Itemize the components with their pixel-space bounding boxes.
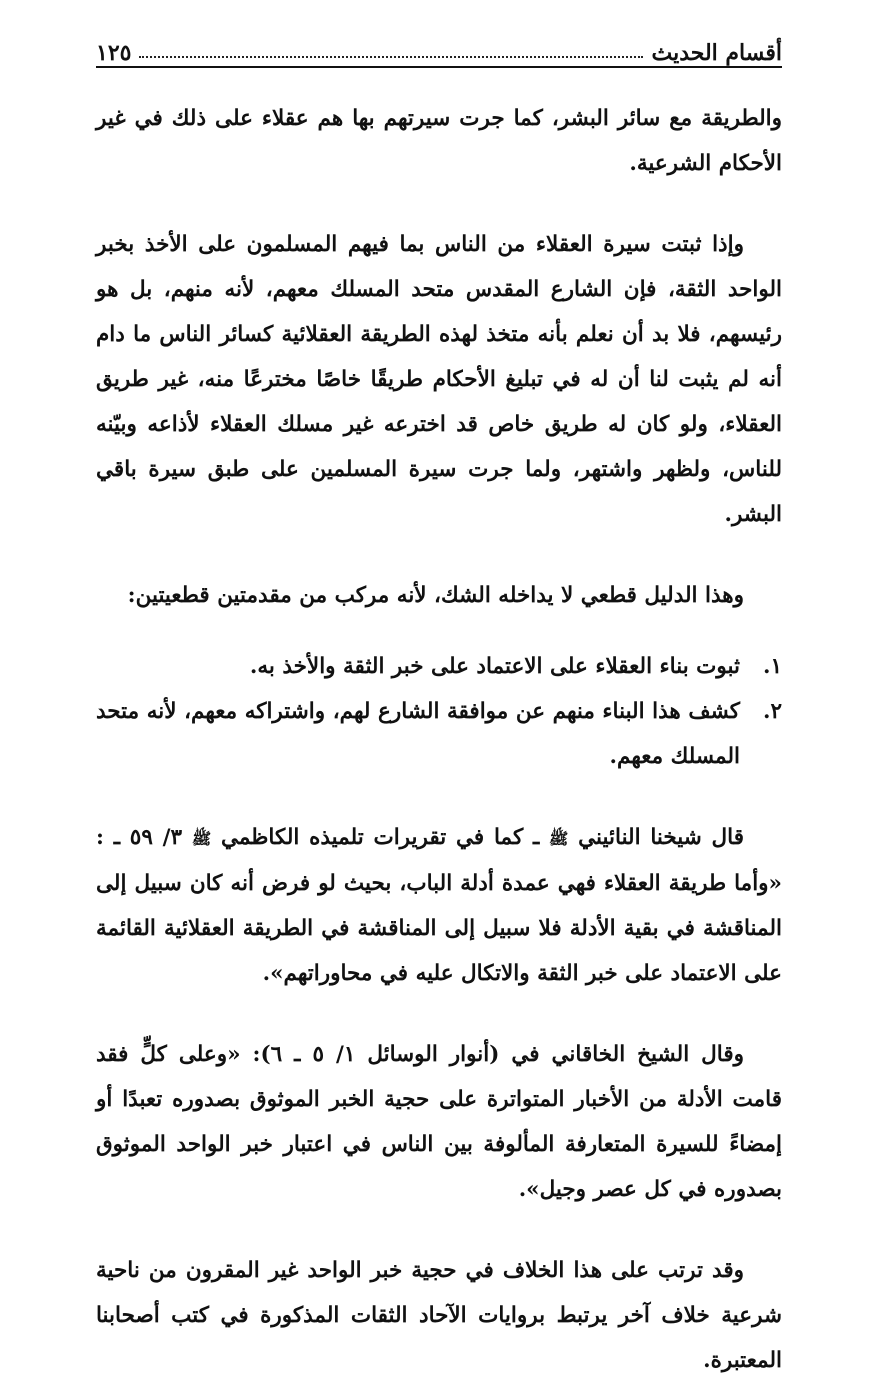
honorific-symbol: ﷺ <box>191 829 212 848</box>
list-item-text: كشف هذا البناء منهم عن موافقة الشارع لهم، واشتراكه معهم، لأنه متحد المسلك معهم. <box>96 699 740 769</box>
list-item <box>96 644 782 689</box>
paragraph-4 <box>96 815 782 996</box>
list-item-number: ١. <box>762 654 782 679</box>
list-item-number: ٢. <box>762 699 782 724</box>
page-number: ١٢٥ <box>96 40 132 66</box>
chapter-title: أقسام الحديث <box>651 40 782 66</box>
dotted-leader <box>139 55 643 58</box>
paragraph-4-text-b: ـ كما في تقريرات تلميذه الكاظمي <box>211 825 550 850</box>
list-item-text: ثبوت بناء العقلاء على الاعتماد على خبر الثقة والأخذ به. <box>249 654 740 679</box>
paragraph-1: والطريقة مع سائر البشر، كما جرت سيرتهم بها هم عقلاء على ذلك في غير الأحكام الشرعية. <box>96 106 782 176</box>
list-item <box>96 689 782 779</box>
paragraph-4-text-c: ٣/ ٥٩ ـ : «وأما طريقة العقلاء فهي عمدة أدلة الباب، بحيث لو فرض أنه كان سبيل إلى المناقشة في بقية الأدلة فلا سبيل إلى المناقشة في الطريقة العقلائية القائمة على الاعتماد على خبر الثقة والاتكال عليه في محاوراتهم». <box>96 825 782 986</box>
paragraph-5: وقال الشيخ الخاقاني في (أنوار الوسائل ١/ ٥ ـ ٦): «وعلى كلٍّ فقد قامت الأدلة من الأخبار المتواترة على حجية الخبر الموثوق بصدوره تعبدًا أو إمضاءً للسيرة المتعارفة المألوفة بين الناس في اعتبار خبر الواحد الموثوق بصدوره في كل عصر وجيل». <box>96 1042 782 1202</box>
paragraph-4-text-a: قال شيخنا النائيني <box>578 825 744 850</box>
book-page <box>96 30 782 1373</box>
paragraph-6: وقد ترتب على هذا الخلاف في حجية خبر الواحد غير المقرون من ناحية شرعية خلاف آخر يرتبط بروايات الآحاد الثقات المذكورة في كتب أصحابنا المعتبرة. <box>96 1258 782 1373</box>
page-body <box>96 96 782 1383</box>
honorific-symbol: ﷺ <box>549 829 569 848</box>
paragraph-3: وهذا الدليل قطعي لا يداخله الشك، لأنه مركب من مقدمتين قطعيتين: <box>127 583 744 608</box>
paragraph-2: وإذا ثبتت سيرة العقلاء من الناس بما فيهم المسلمون على الأخذ بخبر الواحد الثقة، فإن الشارع المقدس متحد المسلك معهم، لأنه منهم، بل هو رئيسهم، فلا بد أن نعلم بأنه متخذ لهذه الطريقة العقلائية كسائر الناس ما دام أنه لم يثبت لنا أن له في تبليغ الأحكام طريقًا خاصًا مخترعًا منه، غير طريق العقلاء، ولو كان له طريق خاص قد اخترعه غير مسلك العقلاء لأذاعه وبيّنه للناس، ولظهر واشتهر، ولما جرت سيرة المسلمين على طبق سيرة باقي البشر. <box>96 232 782 527</box>
premises-list <box>96 644 782 779</box>
running-header <box>96 30 782 68</box>
